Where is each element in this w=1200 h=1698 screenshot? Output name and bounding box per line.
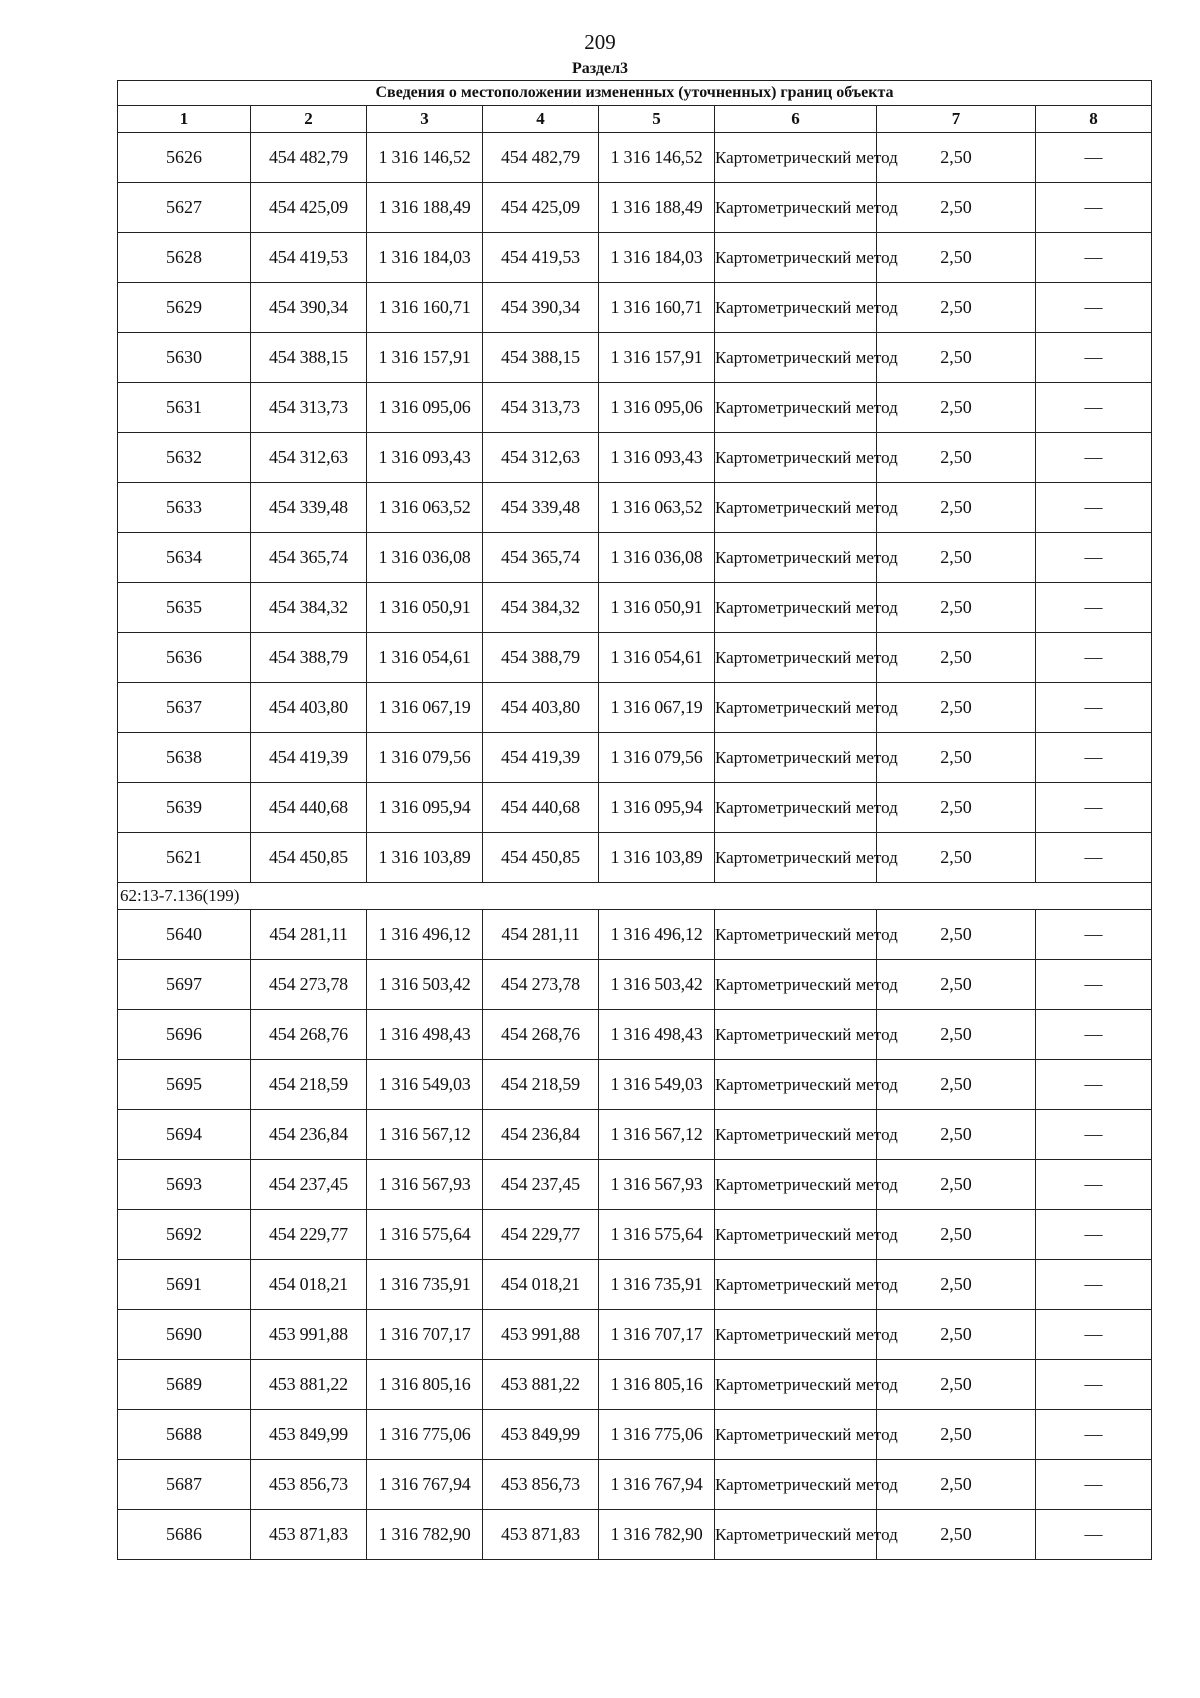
accuracy-cell: 2,50 [877,433,1036,483]
y-coordinate-old-cell: 1 316 184,03 [367,233,483,283]
x-coordinate-old-cell: 454 388,15 [251,333,367,383]
point-number-cell: 5635 [118,583,251,633]
description-cell: — [1036,333,1152,383]
point-number-cell: 5633 [118,483,251,533]
x-coordinate-new-cell: 453 881,22 [483,1360,599,1410]
description-cell: — [1036,733,1152,783]
point-number-cell: 5697 [118,960,251,1010]
method-cell: Картометрический метод [715,1460,877,1510]
point-number-cell: 5692 [118,1210,251,1260]
y-coordinate-old-cell: 1 316 067,19 [367,683,483,733]
x-coordinate-new-cell: 454 273,78 [483,960,599,1010]
y-coordinate-new-cell: 1 316 157,91 [599,333,715,383]
point-number-cell: 5631 [118,383,251,433]
boundary-coordinates-table [117,80,1152,1560]
column-header-row [118,106,1152,133]
accuracy-cell: 2,50 [877,283,1036,333]
x-coordinate-new-cell: 454 384,32 [483,583,599,633]
table-row [118,333,1152,383]
x-coordinate-old-cell: 454 229,77 [251,1210,367,1260]
method-cell: Картометрический метод [715,533,877,583]
x-coordinate-old-cell: 454 425,09 [251,183,367,233]
x-coordinate-new-cell: 454 482,79 [483,133,599,183]
accuracy-cell: 2,50 [877,533,1036,583]
table-row [118,1160,1152,1210]
accuracy-cell: 2,50 [877,483,1036,533]
x-coordinate-old-cell: 454 384,32 [251,583,367,633]
description-cell: — [1036,833,1152,883]
table-row [118,533,1152,583]
description-cell: — [1036,1160,1152,1210]
x-coordinate-old-cell: 454 218,59 [251,1060,367,1110]
description-cell: — [1036,1010,1152,1060]
table-row [118,783,1152,833]
page-number: 209 [584,30,616,54]
x-coordinate-old-cell: 454 268,76 [251,1010,367,1060]
y-coordinate-new-cell: 1 316 575,64 [599,1210,715,1260]
x-coordinate-old-cell: 453 871,83 [251,1510,367,1560]
method-cell: Картометрический метод [715,1160,877,1210]
description-cell: — [1036,633,1152,683]
method-cell: Картометрический метод [715,183,877,233]
description-cell: — [1036,383,1152,433]
point-number-cell: 5691 [118,1260,251,1310]
y-coordinate-old-cell: 1 316 036,08 [367,533,483,583]
x-coordinate-new-cell: 454 229,77 [483,1210,599,1260]
y-coordinate-old-cell: 1 316 157,91 [367,333,483,383]
description-cell: — [1036,283,1152,333]
x-coordinate-old-cell: 454 018,21 [251,1260,367,1310]
description-cell: — [1036,1210,1152,1260]
y-coordinate-old-cell: 1 316 063,52 [367,483,483,533]
x-coordinate-old-cell: 454 450,85 [251,833,367,883]
y-coordinate-new-cell: 1 316 782,90 [599,1510,715,1560]
y-coordinate-new-cell: 1 316 805,16 [599,1360,715,1410]
point-number-cell: 5690 [118,1310,251,1360]
method-cell: Картометрический метод [715,683,877,733]
x-coordinate-old-cell: 454 440,68 [251,783,367,833]
x-coordinate-new-cell: 454 388,15 [483,333,599,383]
table-row [118,960,1152,1010]
x-coordinate-new-cell: 453 856,73 [483,1460,599,1510]
table-row [118,383,1152,433]
y-coordinate-old-cell: 1 316 054,61 [367,633,483,683]
accuracy-cell: 2,50 [877,233,1036,283]
method-cell: Картометрический метод [715,1360,877,1410]
table-row [118,483,1152,533]
description-cell: — [1036,1410,1152,1460]
method-cell: Картометрический метод [715,333,877,383]
description-cell: — [1036,533,1152,583]
accuracy-cell: 2,50 [877,1260,1036,1310]
y-coordinate-old-cell: 1 316 496,12 [367,910,483,960]
y-coordinate-new-cell: 1 316 103,89 [599,833,715,883]
y-coordinate-old-cell: 1 316 160,71 [367,283,483,333]
column-header-4: 4 [483,106,599,133]
y-coordinate-new-cell: 1 316 146,52 [599,133,715,183]
x-coordinate-new-cell: 454 313,73 [483,383,599,433]
x-coordinate-old-cell: 454 273,78 [251,960,367,1010]
x-coordinate-new-cell: 454 018,21 [483,1260,599,1310]
accuracy-cell: 2,50 [877,383,1036,433]
method-cell: Картометрический метод [715,1310,877,1360]
x-coordinate-new-cell: 454 365,74 [483,533,599,583]
y-coordinate-new-cell: 1 316 188,49 [599,183,715,233]
accuracy-cell: 2,50 [877,1460,1036,1510]
y-coordinate-old-cell: 1 316 079,56 [367,733,483,783]
x-coordinate-old-cell: 453 856,73 [251,1460,367,1510]
x-coordinate-new-cell: 453 871,83 [483,1510,599,1560]
column-header-3: 3 [367,106,483,133]
table-row [118,133,1152,183]
y-coordinate-new-cell: 1 316 503,42 [599,960,715,1010]
table-row [118,283,1152,333]
table-row [118,183,1152,233]
y-coordinate-new-cell: 1 316 775,06 [599,1410,715,1460]
accuracy-cell: 2,50 [877,783,1036,833]
x-coordinate-new-cell: 454 440,68 [483,783,599,833]
y-coordinate-old-cell: 1 316 735,91 [367,1260,483,1310]
y-coordinate-new-cell: 1 316 160,71 [599,283,715,333]
description-cell: — [1036,1110,1152,1160]
table-row [118,1110,1152,1160]
description-cell: — [1036,133,1152,183]
description-cell: — [1036,910,1152,960]
x-coordinate-old-cell: 454 482,79 [251,133,367,183]
point-number-cell: 5637 [118,683,251,733]
y-coordinate-new-cell: 1 316 050,91 [599,583,715,633]
x-coordinate-new-cell: 454 450,85 [483,833,599,883]
point-number-cell: 5627 [118,183,251,233]
method-cell: Картометрический метод [715,583,877,633]
table-row [118,1360,1152,1410]
point-number-cell: 5630 [118,333,251,383]
point-number-cell: 5689 [118,1360,251,1410]
y-coordinate-old-cell: 1 316 146,52 [367,133,483,183]
description-cell: — [1036,683,1152,733]
section-label: Раздел3 [571,60,629,77]
method-cell: Картометрический метод [715,1010,877,1060]
point-number-cell: 5693 [118,1160,251,1210]
method-cell: Картометрический метод [715,233,877,283]
accuracy-cell: 2,50 [877,1210,1036,1260]
y-coordinate-new-cell: 1 316 054,61 [599,633,715,683]
y-coordinate-old-cell: 1 316 095,06 [367,383,483,433]
x-coordinate-old-cell: 453 991,88 [251,1310,367,1360]
method-cell: Картометрический метод [715,483,877,533]
y-coordinate-old-cell: 1 316 775,06 [367,1410,483,1460]
y-coordinate-old-cell: 1 316 093,43 [367,433,483,483]
table-row [118,833,1152,883]
y-coordinate-old-cell: 1 316 567,12 [367,1110,483,1160]
accuracy-cell: 2,50 [877,1410,1036,1460]
accuracy-cell: 2,50 [877,733,1036,783]
y-coordinate-new-cell: 1 316 567,12 [599,1110,715,1160]
table-row [118,1210,1152,1260]
method-cell: Картометрический метод [715,633,877,683]
table-row [118,1010,1152,1060]
cadastral-group-label: 62:13-7.136(199) [118,883,1152,910]
x-coordinate-old-cell: 454 419,39 [251,733,367,783]
y-coordinate-new-cell: 1 316 707,17 [599,1310,715,1360]
y-coordinate-old-cell: 1 316 503,42 [367,960,483,1010]
x-coordinate-new-cell: 454 419,53 [483,233,599,283]
accuracy-cell: 2,50 [877,183,1036,233]
table-row [118,633,1152,683]
x-coordinate-new-cell: 454 268,76 [483,1010,599,1060]
y-coordinate-new-cell: 1 316 549,03 [599,1060,715,1110]
x-coordinate-new-cell: 453 991,88 [483,1310,599,1360]
accuracy-cell: 2,50 [877,583,1036,633]
table-row [118,583,1152,633]
method-cell: Картометрический метод [715,283,877,333]
table-row [118,683,1152,733]
y-coordinate-new-cell: 1 316 735,91 [599,1260,715,1310]
y-coordinate-new-cell: 1 316 498,43 [599,1010,715,1060]
method-cell: Картометрический метод [715,1510,877,1560]
description-cell: — [1036,433,1152,483]
y-coordinate-new-cell: 1 316 095,06 [599,383,715,433]
y-coordinate-old-cell: 1 316 549,03 [367,1060,483,1110]
point-number-cell: 5639 [118,783,251,833]
x-coordinate-old-cell: 454 390,34 [251,283,367,333]
x-coordinate-new-cell: 454 236,84 [483,1110,599,1160]
y-coordinate-new-cell: 1 316 063,52 [599,483,715,533]
point-number-cell: 5696 [118,1010,251,1060]
point-number-cell: 5628 [118,233,251,283]
y-coordinate-old-cell: 1 316 188,49 [367,183,483,233]
description-cell: — [1036,233,1152,283]
accuracy-cell: 2,50 [877,1510,1036,1560]
y-coordinate-new-cell: 1 316 184,03 [599,233,715,283]
table-row [118,1510,1152,1560]
accuracy-cell: 2,50 [877,960,1036,1010]
y-coordinate-new-cell: 1 316 095,94 [599,783,715,833]
description-cell: — [1036,183,1152,233]
x-coordinate-old-cell: 453 881,22 [251,1360,367,1410]
y-coordinate-old-cell: 1 316 498,43 [367,1010,483,1060]
x-coordinate-old-cell: 454 339,48 [251,483,367,533]
table-title: Сведения о местоположении измененных (уточненных) границ объекта [118,81,1152,106]
x-coordinate-new-cell: 454 419,39 [483,733,599,783]
description-cell: — [1036,583,1152,633]
method-cell: Картометрический метод [715,133,877,183]
x-coordinate-new-cell: 454 390,34 [483,283,599,333]
method-cell: Картометрический метод [715,960,877,1010]
y-coordinate-new-cell: 1 316 036,08 [599,533,715,583]
x-coordinate-new-cell: 454 403,80 [483,683,599,733]
accuracy-cell: 2,50 [877,333,1036,383]
x-coordinate-new-cell: 454 218,59 [483,1060,599,1110]
x-coordinate-old-cell: 454 237,45 [251,1160,367,1210]
method-cell: Картометрический метод [715,783,877,833]
table-row [118,1310,1152,1360]
method-cell: Картометрический метод [715,833,877,883]
table-row [118,1410,1152,1460]
description-cell: — [1036,1360,1152,1410]
point-number-cell: 5640 [118,910,251,960]
accuracy-cell: 2,50 [877,1310,1036,1360]
x-coordinate-old-cell: 454 419,53 [251,233,367,283]
x-coordinate-new-cell: 454 339,48 [483,483,599,533]
point-number-cell: 5629 [118,283,251,333]
column-header-1: 1 [118,106,251,133]
x-coordinate-old-cell: 454 312,63 [251,433,367,483]
y-coordinate-old-cell: 1 316 050,91 [367,583,483,633]
description-cell: — [1036,1510,1152,1560]
point-number-cell: 5632 [118,433,251,483]
accuracy-cell: 2,50 [877,1010,1036,1060]
x-coordinate-old-cell: 454 236,84 [251,1110,367,1160]
table-row [118,433,1152,483]
point-number-cell: 5686 [118,1510,251,1560]
x-coordinate-new-cell: 453 849,99 [483,1410,599,1460]
y-coordinate-new-cell: 1 316 079,56 [599,733,715,783]
y-coordinate-old-cell: 1 316 567,93 [367,1160,483,1210]
y-coordinate-new-cell: 1 316 567,93 [599,1160,715,1210]
table-row [118,733,1152,783]
accuracy-cell: 2,50 [877,1160,1036,1210]
x-coordinate-new-cell: 454 312,63 [483,433,599,483]
table-row [118,1060,1152,1110]
table-row [118,1460,1152,1510]
y-coordinate-old-cell: 1 316 575,64 [367,1210,483,1260]
column-header-8: 8 [1036,106,1152,133]
method-cell: Картометрический метод [715,1060,877,1110]
point-number-cell: 5638 [118,733,251,783]
table-body [118,133,1152,1560]
method-cell: Картометрический метод [715,433,877,483]
method-cell: Картометрический метод [715,733,877,783]
description-cell: — [1036,1460,1152,1510]
x-coordinate-new-cell: 454 281,11 [483,910,599,960]
x-coordinate-new-cell: 454 237,45 [483,1160,599,1210]
point-number-cell: 5626 [118,133,251,183]
accuracy-cell: 2,50 [877,1110,1036,1160]
table-row [118,910,1152,960]
accuracy-cell: 2,50 [877,1360,1036,1410]
x-coordinate-old-cell: 454 403,80 [251,683,367,733]
x-coordinate-old-cell: 454 365,74 [251,533,367,583]
point-number-cell: 5694 [118,1110,251,1160]
y-coordinate-old-cell: 1 316 805,16 [367,1360,483,1410]
point-number-cell: 5695 [118,1060,251,1110]
x-coordinate-old-cell: 454 388,79 [251,633,367,683]
accuracy-cell: 2,50 [877,1060,1036,1110]
x-coordinate-new-cell: 454 425,09 [483,183,599,233]
method-cell: Картометрический метод [715,1110,877,1160]
group-row [118,883,1152,910]
accuracy-cell: 2,50 [877,133,1036,183]
y-coordinate-new-cell: 1 316 767,94 [599,1460,715,1510]
accuracy-cell: 2,50 [877,833,1036,883]
accuracy-cell: 2,50 [877,633,1036,683]
table-row [118,233,1152,283]
method-cell: Картометрический метод [715,910,877,960]
description-cell: — [1036,960,1152,1010]
point-number-cell: 5621 [118,833,251,883]
description-cell: — [1036,483,1152,533]
x-coordinate-old-cell: 454 313,73 [251,383,367,433]
y-coordinate-new-cell: 1 316 496,12 [599,910,715,960]
x-coordinate-new-cell: 454 388,79 [483,633,599,683]
x-coordinate-old-cell: 454 281,11 [251,910,367,960]
point-number-cell: 5634 [118,533,251,583]
method-cell: Картометрический метод [715,1260,877,1310]
method-cell: Картометрический метод [715,1410,877,1460]
column-header-2: 2 [251,106,367,133]
method-cell: Картометрический метод [715,383,877,433]
accuracy-cell: 2,50 [877,910,1036,960]
y-coordinate-old-cell: 1 316 707,17 [367,1310,483,1360]
description-cell: — [1036,783,1152,833]
y-coordinate-old-cell: 1 316 767,94 [367,1460,483,1510]
y-coordinate-new-cell: 1 316 067,19 [599,683,715,733]
y-coordinate-old-cell: 1 316 095,94 [367,783,483,833]
point-number-cell: 5636 [118,633,251,683]
y-coordinate-old-cell: 1 316 782,90 [367,1510,483,1560]
x-coordinate-old-cell: 453 849,99 [251,1410,367,1460]
y-coordinate-new-cell: 1 316 093,43 [599,433,715,483]
point-number-cell: 5687 [118,1460,251,1510]
column-header-6: 6 [715,106,877,133]
method-cell: Картометрический метод [715,1210,877,1260]
description-cell: — [1036,1060,1152,1110]
description-cell: — [1036,1260,1152,1310]
table-row [118,1260,1152,1310]
description-cell: — [1036,1310,1152,1360]
column-header-5: 5 [599,106,715,133]
y-coordinate-old-cell: 1 316 103,89 [367,833,483,883]
accuracy-cell: 2,50 [877,683,1036,733]
point-number-cell: 5688 [118,1410,251,1460]
column-header-7: 7 [877,106,1036,133]
